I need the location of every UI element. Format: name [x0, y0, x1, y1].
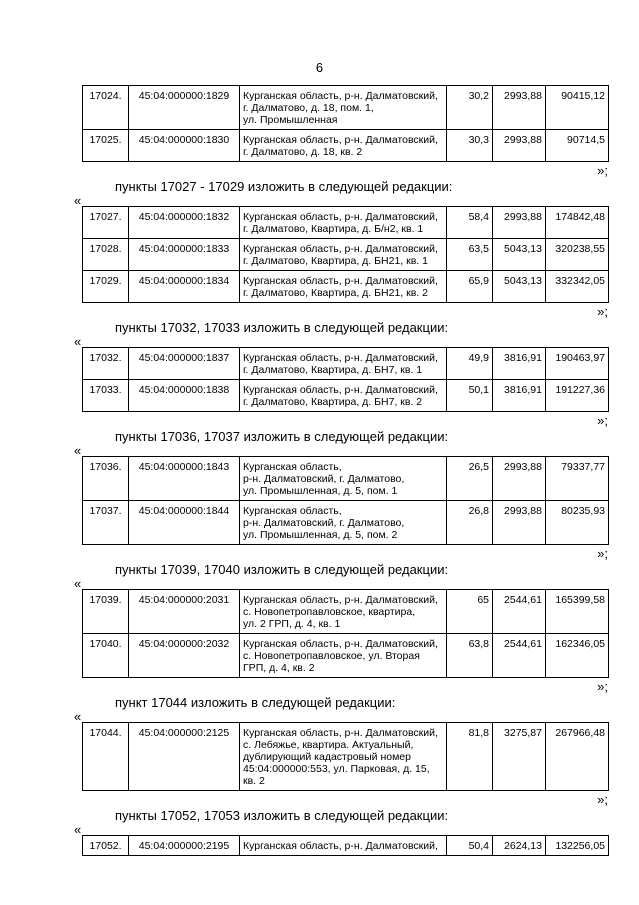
- amendment-block: [0, 808, 639, 856]
- item-number: 17052.: [83, 836, 129, 856]
- cadastral-number: 45:04:000000:2032: [129, 634, 240, 678]
- price-value: 2993,88: [493, 457, 546, 501]
- address-line: с. Новопетропавловское, квартира,: [243, 606, 416, 618]
- address-line: Курганская область, р-н. Далматовский,: [243, 594, 438, 606]
- amendment-block: [0, 562, 639, 694]
- cadastral-number: 45:04:000000:1832: [129, 207, 240, 239]
- area-value: 58,4: [447, 207, 493, 239]
- price-value: 2993,88: [493, 501, 546, 545]
- price-value: 2624,13: [493, 836, 546, 856]
- item-number: 17039.: [83, 590, 129, 634]
- price-value: 3275,87: [493, 723, 546, 791]
- cadastral-number: 45:04:000000:1830: [129, 130, 240, 162]
- total-value: 165399,58: [546, 590, 609, 634]
- amendment-block: [0, 85, 639, 178]
- address-line: г. Далматово, Квартира, д. БН7, кв. 2: [243, 396, 423, 408]
- registry-table: [82, 206, 609, 303]
- item-number: 17033.: [83, 380, 129, 412]
- price-value: 2544,61: [493, 590, 546, 634]
- address-cell: [240, 239, 447, 271]
- address-cell: [240, 836, 447, 856]
- address-line: г. Далматово, д. 18, пом. 1,: [243, 102, 374, 114]
- total-value: 267966,48: [546, 723, 609, 791]
- document-body: [0, 85, 639, 856]
- cadastral-number: 45:04:000000:2125: [129, 723, 240, 791]
- address-line: р-н. Далматовский, г. Далматово,: [243, 473, 405, 485]
- amendment-block: [0, 179, 639, 319]
- address-line: Курганская область, р-н. Далматовский,: [243, 638, 438, 650]
- cadastral-number: 45:04:000000:1844: [129, 501, 240, 545]
- address-line: Курганская область,: [243, 505, 342, 517]
- area-value: 50,1: [447, 380, 493, 412]
- address-cell: [240, 207, 447, 239]
- total-value: 191227,36: [546, 380, 609, 412]
- area-value: 63,8: [447, 634, 493, 678]
- registry-table: [82, 347, 609, 412]
- area-value: 50,4: [447, 836, 493, 856]
- area-value: 30,3: [447, 130, 493, 162]
- address-line: Курганская область, р-н. Далматовский,: [243, 352, 438, 364]
- address-line: Курганская область,: [243, 461, 342, 473]
- item-number: 17024.: [83, 86, 129, 130]
- total-value: 90415,12: [546, 86, 609, 130]
- price-value: 2993,88: [493, 86, 546, 130]
- address-line: р-н. Далматовский, г. Далматово,: [243, 517, 405, 529]
- table-row: [83, 271, 609, 303]
- instruction-text: пункт 17044 изложить в следующей редакции:: [115, 695, 396, 710]
- table-row: [83, 836, 609, 856]
- cadastral-number: 45:04:000000:1837: [129, 348, 240, 380]
- registry-table: [82, 456, 609, 545]
- area-value: 65: [447, 590, 493, 634]
- item-number: 17036.: [83, 457, 129, 501]
- area-value: 81,8: [447, 723, 493, 791]
- address-cell: [240, 457, 447, 501]
- address-line: с. Лебяжье, квартира. Актуальный,: [243, 739, 414, 751]
- address-line: г. Далматово, Квартира, д. БН21, кв. 1: [243, 255, 428, 267]
- area-value: 26,5: [447, 457, 493, 501]
- close-quote-mark: »;: [597, 163, 608, 178]
- item-number: 17040.: [83, 634, 129, 678]
- table-row: [83, 457, 609, 501]
- registry-table: [82, 722, 609, 791]
- close-quote-mark: »;: [597, 304, 608, 319]
- address-cell: [240, 380, 447, 412]
- registry-table: [82, 589, 609, 678]
- instruction-text: пункты 17039, 17040 изложить в следующей редакции:: [115, 562, 449, 577]
- close-quote-mark: »;: [597, 792, 608, 807]
- address-line: г. Далматово, Квартира, д. Б/н2, кв. 1: [243, 223, 424, 235]
- open-quote-mark: «: [74, 576, 82, 591]
- cadastral-number: 45:04:000000:2195: [129, 836, 240, 856]
- instruction-text: пункты 17052, 17053 изложить в следующей редакции:: [115, 808, 449, 823]
- close-quote-mark: »;: [597, 679, 608, 694]
- open-quote-mark: «: [74, 443, 82, 458]
- total-value: 79337,77: [546, 457, 609, 501]
- open-quote-mark: «: [74, 334, 82, 349]
- area-value: 30,2: [447, 86, 493, 130]
- instruction-text: пункты 17027 - 17029 изложить в следующей редакции:: [115, 179, 453, 194]
- area-value: 26,8: [447, 501, 493, 545]
- close-quote-mark: »;: [597, 413, 608, 428]
- address-line: дублирующий кадастровый номер: [243, 751, 411, 763]
- amendment-block: [0, 320, 639, 428]
- amendment-block: [0, 429, 639, 561]
- cadastral-number: 45:04:000000:2031: [129, 590, 240, 634]
- area-value: 63,5: [447, 239, 493, 271]
- area-value: 49,9: [447, 348, 493, 380]
- item-number: 17032.: [83, 348, 129, 380]
- address-line: г. Далматово, д. 18, кв. 2: [243, 146, 363, 158]
- instruction-text: пункты 17032, 17033 изложить в следующей редакции:: [115, 320, 449, 335]
- price-value: 3816,91: [493, 380, 546, 412]
- address-line: Курганская область, р-н. Далматовский,: [243, 840, 438, 852]
- address-cell: [240, 86, 447, 130]
- address-line: г. Далматово, Квартира, д. БН21, кв. 2: [243, 287, 428, 299]
- table-row: [83, 207, 609, 239]
- address-line: ул. Промышленная, д. 5, пом. 2: [243, 529, 398, 541]
- table-row: [83, 590, 609, 634]
- table-row: [83, 130, 609, 162]
- cadastral-number: 45:04:000000:1843: [129, 457, 240, 501]
- address-line: ул. Промышленная: [243, 114, 338, 126]
- item-number: 17027.: [83, 207, 129, 239]
- total-value: 332342,05: [546, 271, 609, 303]
- page-number: 6: [315, 60, 324, 75]
- address-line: Курганская область, р-н. Далматовский,: [243, 243, 438, 255]
- address-line: Курганская область, р-н. Далматовский,: [243, 211, 438, 223]
- item-number: 17037.: [83, 501, 129, 545]
- table-row: [83, 723, 609, 791]
- total-value: 190463,97: [546, 348, 609, 380]
- registry-table: [82, 85, 609, 162]
- item-number: 17028.: [83, 239, 129, 271]
- total-value: 320238,55: [546, 239, 609, 271]
- price-value: 2544,61: [493, 634, 546, 678]
- table-row: [83, 348, 609, 380]
- cadastral-number: 45:04:000000:1834: [129, 271, 240, 303]
- table-row: [83, 239, 609, 271]
- address-line: ул. 2 ГРП, д. 4, кв. 1: [243, 618, 341, 630]
- table-row: [83, 380, 609, 412]
- table-row: [83, 501, 609, 545]
- address-cell: [240, 348, 447, 380]
- cadastral-number: 45:04:000000:1833: [129, 239, 240, 271]
- address-cell: [240, 130, 447, 162]
- item-number: 17029.: [83, 271, 129, 303]
- address-line: Курганская область, р-н. Далматовский,: [243, 384, 438, 396]
- cadastral-number: 45:04:000000:1829: [129, 86, 240, 130]
- close-quote-mark: »;: [597, 546, 608, 561]
- price-value: 5043,13: [493, 271, 546, 303]
- price-value: 2993,88: [493, 207, 546, 239]
- address-line: Курганская область, р-н. Далматовский,: [243, 727, 438, 739]
- address-line: Курганская область, р-н. Далматовский,: [243, 134, 438, 146]
- open-quote-mark: «: [74, 193, 82, 208]
- total-value: 90714,5: [546, 130, 609, 162]
- open-quote-mark: «: [74, 822, 82, 837]
- open-quote-mark: «: [74, 709, 82, 724]
- address-cell: [240, 634, 447, 678]
- total-value: 162346,05: [546, 634, 609, 678]
- registry-table: [82, 835, 609, 856]
- cadastral-number: 45:04:000000:1838: [129, 380, 240, 412]
- instruction-text: пункты 17036, 17037 изложить в следующей редакции:: [115, 429, 449, 444]
- address-line: г. Далматово, Квартира, д. БН7, кв. 1: [243, 364, 423, 376]
- address-line: Курганская область, р-н. Далматовский,: [243, 90, 438, 102]
- item-number: 17044.: [83, 723, 129, 791]
- address-cell: [240, 723, 447, 791]
- table-row: [83, 634, 609, 678]
- address-line: ГРП, д. 4, кв. 2: [243, 662, 315, 674]
- table-row: [83, 86, 609, 130]
- address-line: Курганская область, р-н. Далматовский,: [243, 275, 438, 287]
- address-cell: [240, 590, 447, 634]
- total-value: 80235,93: [546, 501, 609, 545]
- amendment-block: [0, 695, 639, 807]
- total-value: 132256,05: [546, 836, 609, 856]
- price-value: 3816,91: [493, 348, 546, 380]
- address-line: 45:04:000000:553, ул. Парковая, д. 15,: [243, 763, 430, 775]
- address-line: с. Новопетропавловское, ул. Вторая: [243, 650, 420, 662]
- address-line: кв. 2: [243, 775, 265, 787]
- price-value: 2993,88: [493, 130, 546, 162]
- address-cell: [240, 501, 447, 545]
- address-cell: [240, 271, 447, 303]
- address-line: ул. Промышленная, д. 5, пом. 1: [243, 485, 398, 497]
- total-value: 174842,48: [546, 207, 609, 239]
- price-value: 5043,13: [493, 239, 546, 271]
- area-value: 65,9: [447, 271, 493, 303]
- item-number: 17025.: [83, 130, 129, 162]
